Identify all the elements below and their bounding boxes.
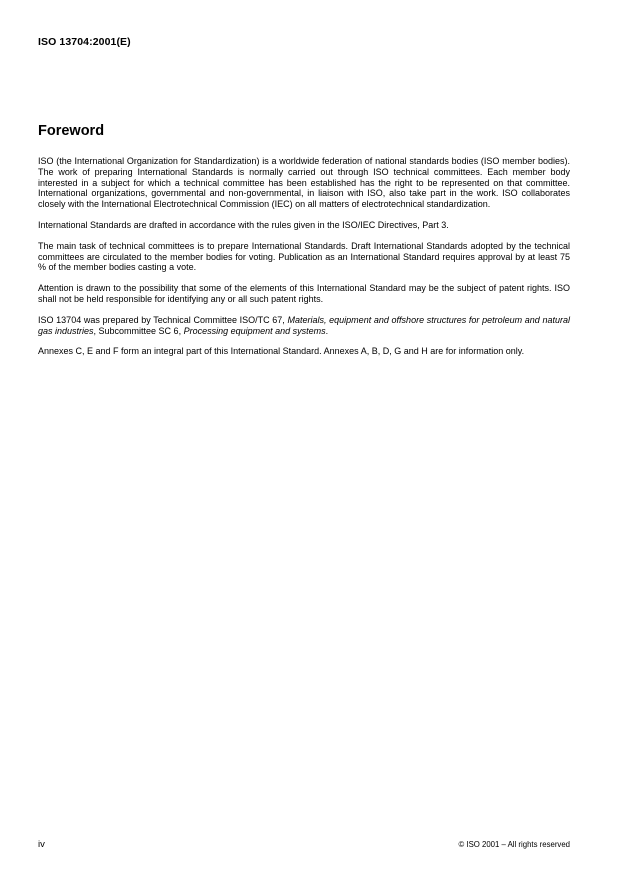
- page-title: Foreword: [38, 123, 105, 139]
- foreword-body: [38, 156, 570, 367]
- committee-title: Materials, equipment and offshore structures for petroleum and natural gas industries: [38, 314, 570, 336]
- paragraph-drafting-rules: International Standards are drafted in accordance with the rules given in the ISO/IEC Directives, Part 3.: [38, 219, 449, 230]
- preparation-text-3: .: [325, 325, 329, 336]
- paragraph-iso-description: ISO (the International Organization for Standardization) is a worldwide federation of national standards bodies (ISO member bodies). The work of preparing International Standards is normally carried out through ISO technical committees. Each member body interested in a subject for which a technical committee has been established has the right to be represented on that committee. International organizations, governmental and non-governmental, in liaison with ISO, also take part in the work. ISO collaborates closely with the International Electrotechnical Commission (IEC) on all matters of electrotechnical standardization.: [38, 156, 570, 210]
- paragraph-technical-committees: The main task of technical committees is to prepare International Standards. Draft International Standards adopted by the technical committees are circulated to the member bodies for voting. Publication as an International Standard requires approval by at least 75 % of the member bodies casting a vote.: [38, 240, 570, 273]
- preparation-text-1: ISO 13704 was prepared by Technical Committee ISO/TC 67,: [38, 314, 288, 325]
- page-number: iv: [38, 839, 45, 850]
- paragraph-annexes: Annexes C, E and F form an integral part of this International Standard. Annexes A, B, D, G and H are for information only.: [38, 346, 525, 357]
- paragraph-patent-rights: Attention is drawn to the possibility that some of the elements of this International Standard may be the subject of patent rights. ISO shall not be held responsible for identifying any or all such patent rights.: [38, 283, 570, 304]
- document-id-header: ISO 13704:2001(E): [38, 36, 131, 48]
- paragraph-preparation: [38, 315, 570, 337]
- copyright-notice: © ISO 2001 – All rights reserved: [458, 840, 570, 849]
- subcommittee-title: Processing equipment and systems: [183, 325, 326, 336]
- preparation-text-2: , Subcommittee SC 6,: [93, 325, 184, 336]
